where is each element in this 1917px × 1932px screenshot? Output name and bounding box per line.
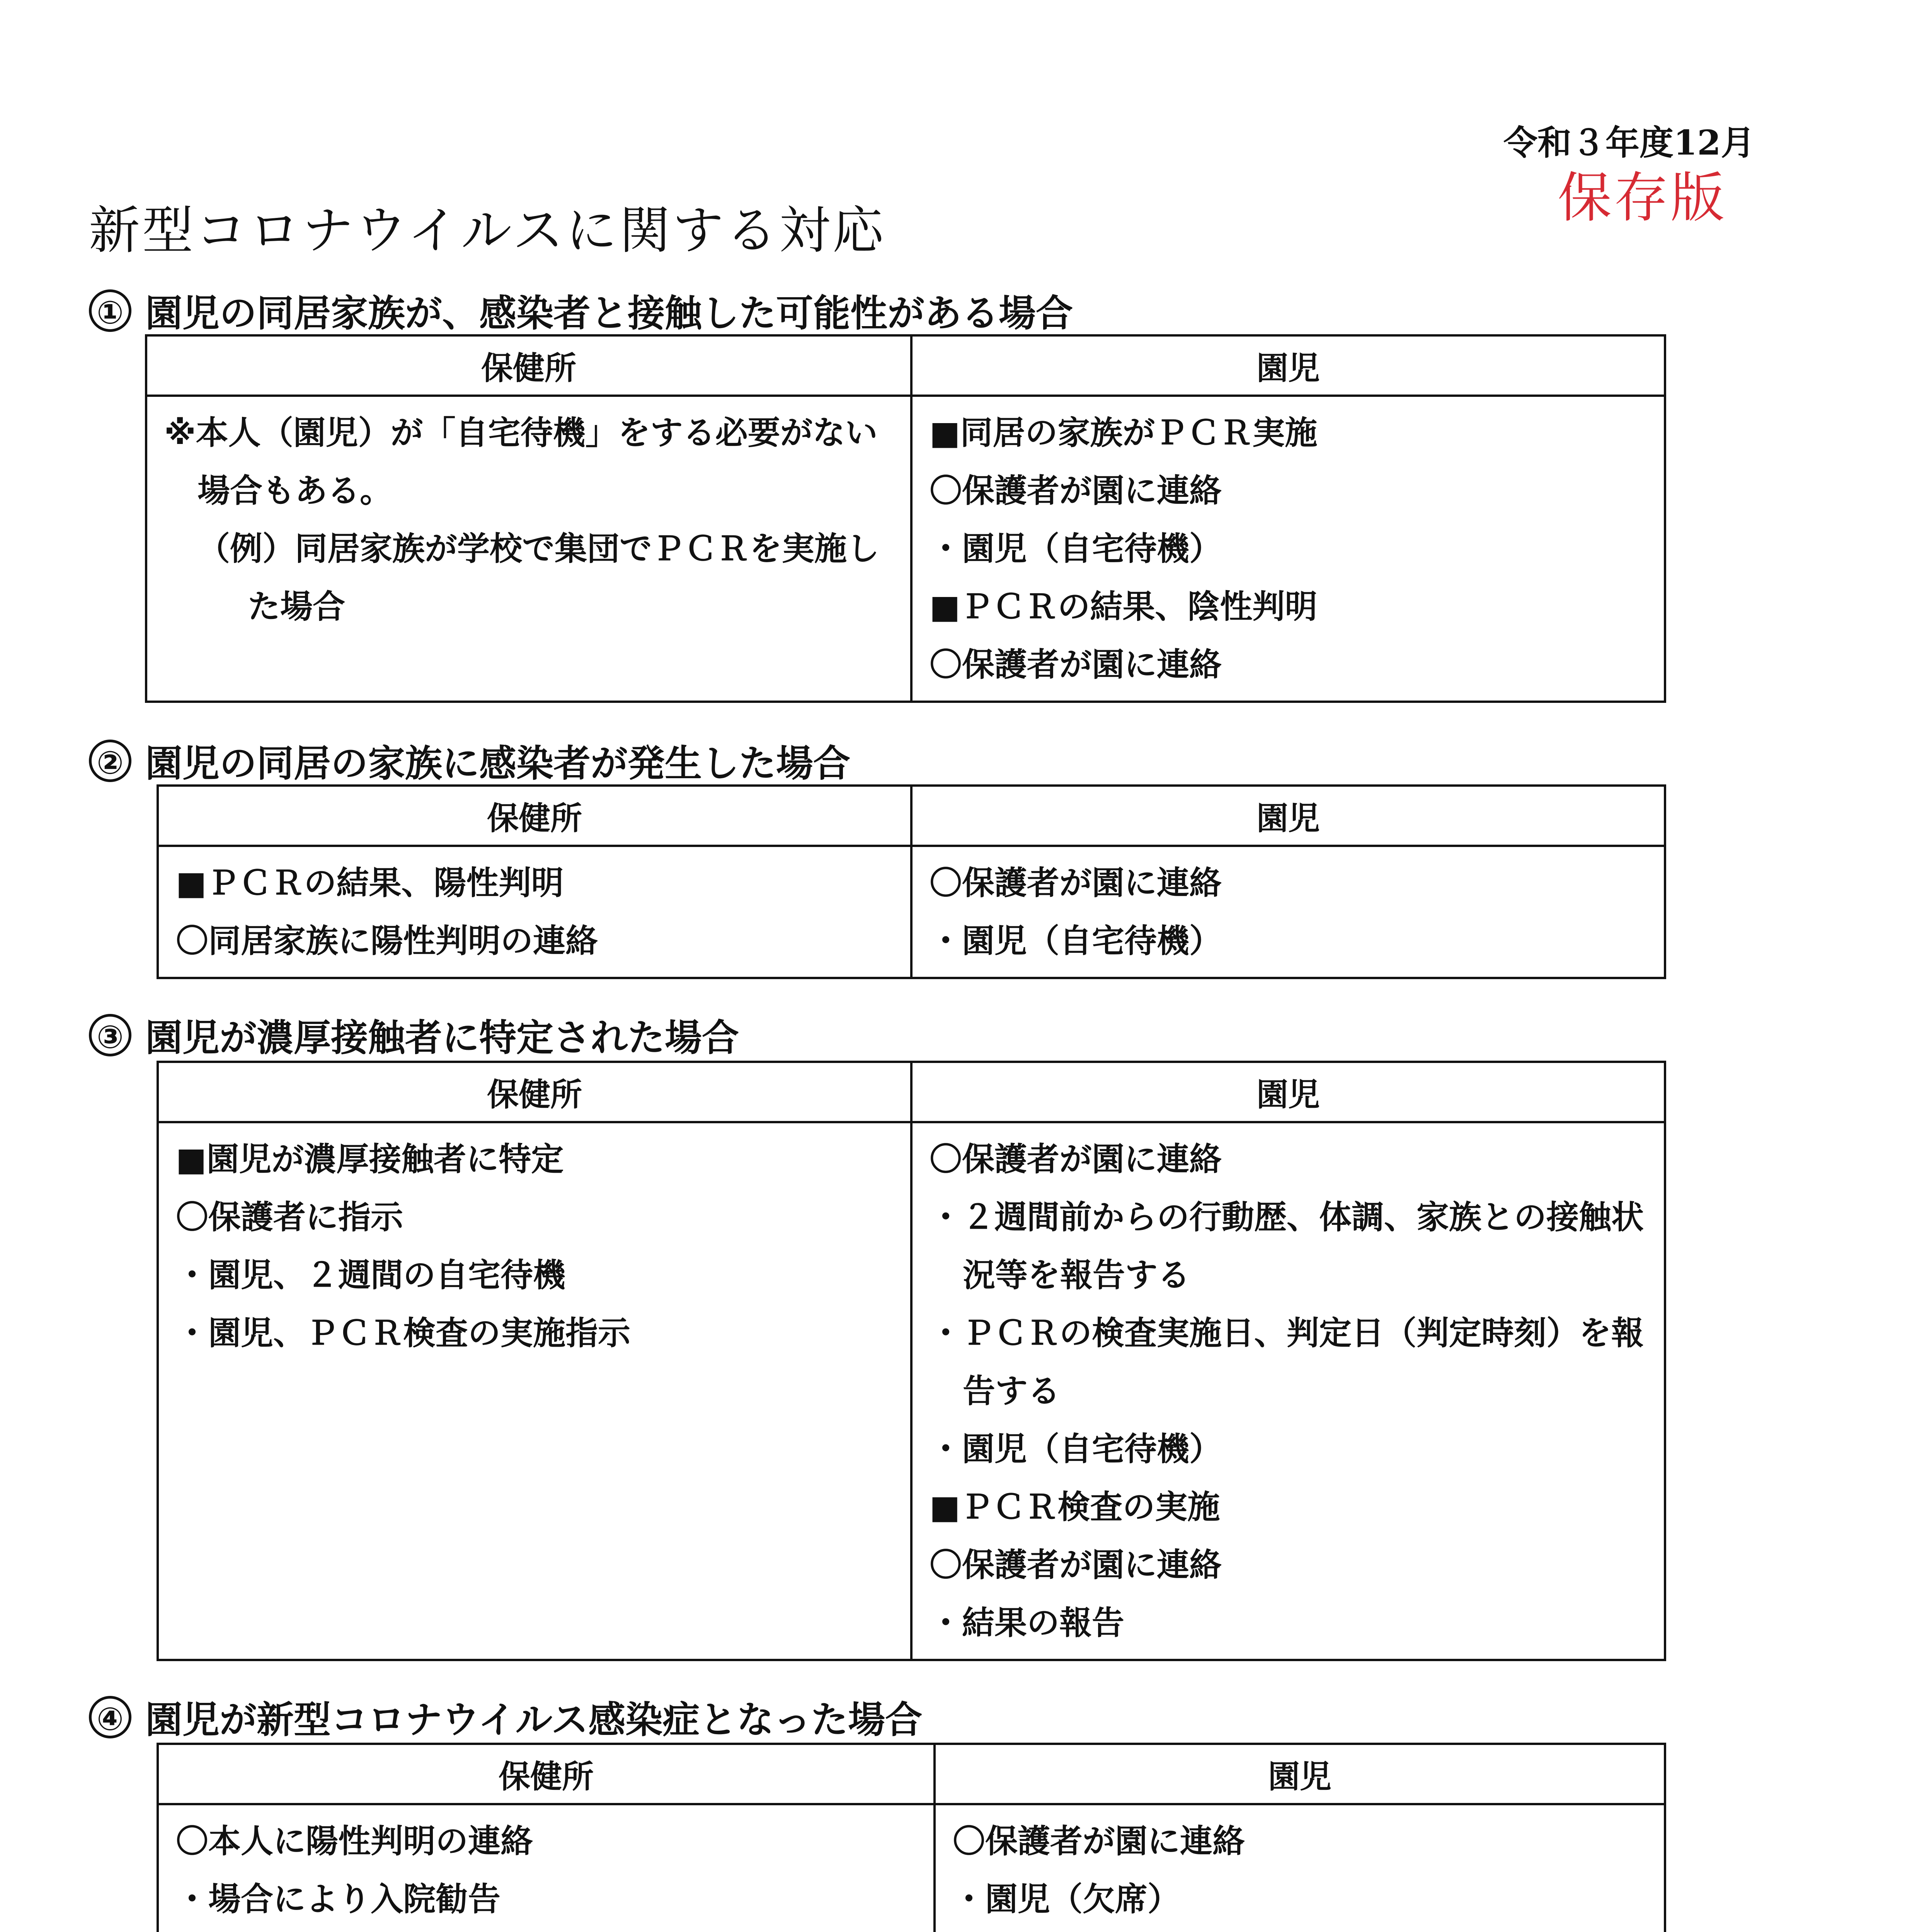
- column-header-enji: 園児: [911, 335, 1665, 396]
- section-number: ①: [89, 289, 131, 332]
- cell-line: ■同居の家族がＰＣＲ実施: [930, 414, 1318, 452]
- section-heading-1: [89, 284, 1073, 337]
- cell-line: ・ＰＣＲの検査実施日、判定日（判定時刻）を報: [930, 1314, 1644, 1352]
- cell-line: ・園児、２週間の自宅待機: [176, 1256, 566, 1294]
- cell-line: ・園児（自宅待機）: [930, 1430, 1222, 1468]
- section-heading-2: [89, 734, 850, 787]
- cell-line: 〇同居家族に陽性判明の連絡: [176, 922, 598, 960]
- hokenjo-cell: [158, 846, 911, 978]
- section-heading-text: 園児の同居の家族に感染者が発生した場合: [145, 742, 850, 785]
- page-title: 新型コロナウイルスに関する対応: [89, 201, 886, 260]
- cell-line: ■ＰＣＲ検査の実施: [930, 1488, 1220, 1526]
- cell-line: 告する: [963, 1372, 1061, 1410]
- column-header-enji: 園児: [935, 1744, 1665, 1804]
- cell-line: （例）同居家族が学校で集団でＰＣＲを実施し: [197, 530, 880, 568]
- cell-line: ・場合により入院勧告: [176, 1880, 501, 1918]
- section-heading-text: 園児が濃厚接触者に特定された場合: [145, 1016, 739, 1060]
- cell-line: 〇保護者が園に連絡: [930, 1140, 1222, 1178]
- section-heading-text: 園児の同居家族が、感染者と接触した可能性がある場合: [145, 292, 1073, 335]
- column-header-hokenjo: 保健所: [158, 1062, 911, 1122]
- date-line: 令和３年度12月: [1503, 122, 1755, 163]
- cell-line: 〇保護者が園に連絡: [930, 864, 1222, 902]
- section-table-4: [157, 1743, 1666, 1932]
- cell-line: た場合: [248, 588, 346, 626]
- cell-line: 〇保護者が園に連絡: [930, 646, 1222, 684]
- column-header-enji: 園児: [911, 786, 1665, 846]
- cell-line: 況等を報告する: [963, 1256, 1190, 1294]
- section-number: ③: [89, 1014, 131, 1056]
- enji-cell: [911, 396, 1665, 702]
- enji-cell: [935, 1804, 1665, 1932]
- section-number: ②: [89, 740, 131, 782]
- section-table-3: [157, 1061, 1666, 1661]
- cell-line: ■園児が濃厚接触者に特定: [176, 1140, 564, 1178]
- enji-cell: [911, 1122, 1665, 1660]
- stamp-label: 保存版: [1558, 167, 1727, 230]
- section-table-2: [157, 784, 1666, 979]
- cell-line: 〇保護者が園に連絡: [930, 1546, 1222, 1584]
- cell-line: ・園児（欠席）: [953, 1880, 1180, 1918]
- cell-line: 〇保護者が園に連絡: [953, 1822, 1245, 1860]
- section-heading-text: 園児が新型コロナウイルス感染症となった場合: [145, 1698, 923, 1742]
- cell-line: ■ＰＣＲの結果、陰性判明: [930, 588, 1318, 626]
- hokenjo-cell: [146, 396, 911, 702]
- cell-line: 〇本人に陽性判明の連絡: [176, 1822, 533, 1860]
- cell-line: 〇保護者に指示: [176, 1198, 403, 1236]
- cell-line: ・２週間前からの行動歴、体調、家族との接触状: [930, 1198, 1644, 1236]
- section-table-1: [145, 334, 1666, 703]
- section-heading-4: [89, 1690, 922, 1743]
- section-number: ④: [89, 1696, 131, 1738]
- column-header-hokenjo: 保健所: [158, 786, 911, 846]
- column-header-enji: 園児: [911, 1062, 1665, 1122]
- cell-line: ・園児、ＰＣＲ検査の実施指示: [176, 1314, 631, 1352]
- cell-line: ・園児（自宅待機）: [930, 922, 1222, 960]
- cell-line: ・結果の報告: [930, 1604, 1125, 1642]
- hokenjo-cell: [158, 1122, 911, 1660]
- cell-line: 場合もある。: [197, 472, 393, 510]
- cell-line: [159, 1928, 933, 1932]
- section-heading-3: [89, 1009, 739, 1061]
- column-header-hokenjo: 保健所: [158, 1744, 935, 1804]
- hokenjo-cell: [158, 1804, 935, 1932]
- cell-line: 〇保護者が園に連絡: [930, 472, 1222, 510]
- cell-line: ※本人（園児）が「自宅待機」をする必要がない: [164, 414, 878, 452]
- cell-line: ■ＰＣＲの結果、陽性判明: [176, 864, 564, 902]
- enji-cell: [911, 846, 1665, 978]
- cell-line: ・園児（自宅待機）: [930, 530, 1222, 568]
- column-header-hokenjo: 保健所: [146, 335, 911, 396]
